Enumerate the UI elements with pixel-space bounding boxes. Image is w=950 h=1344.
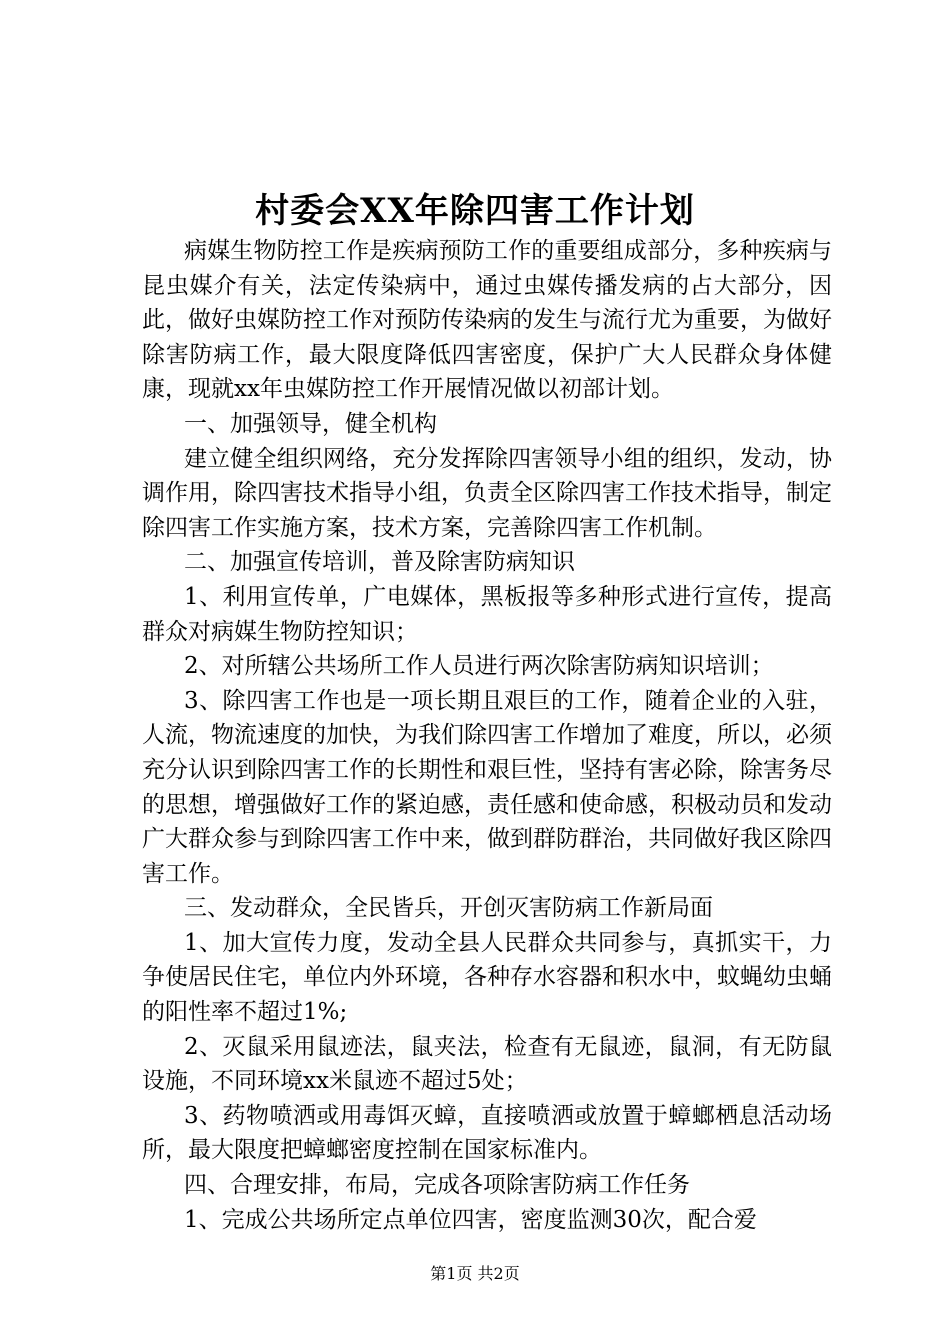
document-title: 村委会XX年除四害工作计划 — [255, 191, 695, 231]
document-body — [142, 234, 832, 1237]
list-item: 1、加大宣传力度，发动全县人民群众共同参与，真抓实干，力争使居民住宅，单位内外环境，各种存水容器和积水中，蚊蝇幼虫蛹的阳性率不超过1%; — [142, 929, 832, 1026]
list-item: 2、对所辖公共场所工作人员进行两次除害防病知识培训； — [184, 653, 774, 680]
section-heading-2: 二、加强宣传培训，普及除害防病知识 — [184, 549, 575, 576]
paragraph: 建立健全组织网络，充分发挥除四害领导小组的组织，发动，协调作用，除四害技术指导小组，负责全区除四害工作技术指导，制定除四害工作实施方案，技术方案，完善除四害工作机制。 — [142, 445, 832, 541]
list-item: 1、完成公共场所定点单位四害，密度监测30次，配合爱 — [184, 1206, 757, 1233]
list-item: 3、除四害工作也是一项长期且艰巨的工作，随着企业的入驻，人流，物流速度的加快，为我们除四害工作增加了难度，所以，必须充分认识到除四害工作的长期性和艰巨性，坚持有害必除，除害务尽的思想，增强做好工作的紧迫感，责任感和使命感，积极动员和发动广大群众参与到除四害工作中来，做到群防群治，共同做好我区除四害工作。 — [142, 687, 832, 887]
section-heading-3: 三、发动群众，全民皆兵，开创灭害防病工作新局面 — [184, 895, 713, 922]
intro-paragraph: 病媒生物防控工作是疾病预防工作的重要组成部分，多种疾病与昆虫媒介有关，法定传染病中，通过虫媒传播发病的占大部分，因此，做好虫媒防控工作对预防传染病的发生与流行尤为重要，为做好除害防病工作，最大限度降低四害密度，保护广大人民群众身体健康，现就xx年虫媒防控工作开展情况做以初部计划。 — [142, 238, 832, 403]
list-item: 2、灭鼠采用鼠迹法，鼠夹法，检查有无鼠迹，鼠洞，有无防鼠设施，不同环境xx米鼠迹不超过5处； — [142, 1033, 832, 1095]
page-number-footer: 第1页 共2页 — [430, 1264, 520, 1283]
list-item: 1、利用宣传单，广电媒体，黑板报等多种形式进行宣传，提高群众对病媒生物防控知识； — [142, 583, 832, 645]
section-heading-4: 四、合理安排，布局，完成各项除害防病工作任务 — [184, 1172, 690, 1199]
section-heading-1: 一、加强领导，健全机构 — [184, 410, 437, 437]
list-item: 3、药物喷洒或用毒饵灭蟑，直接喷洒或放置于蟑螂栖息活动场所，最大限度把蟑螂密度控制在国家标准内。 — [142, 1102, 832, 1164]
